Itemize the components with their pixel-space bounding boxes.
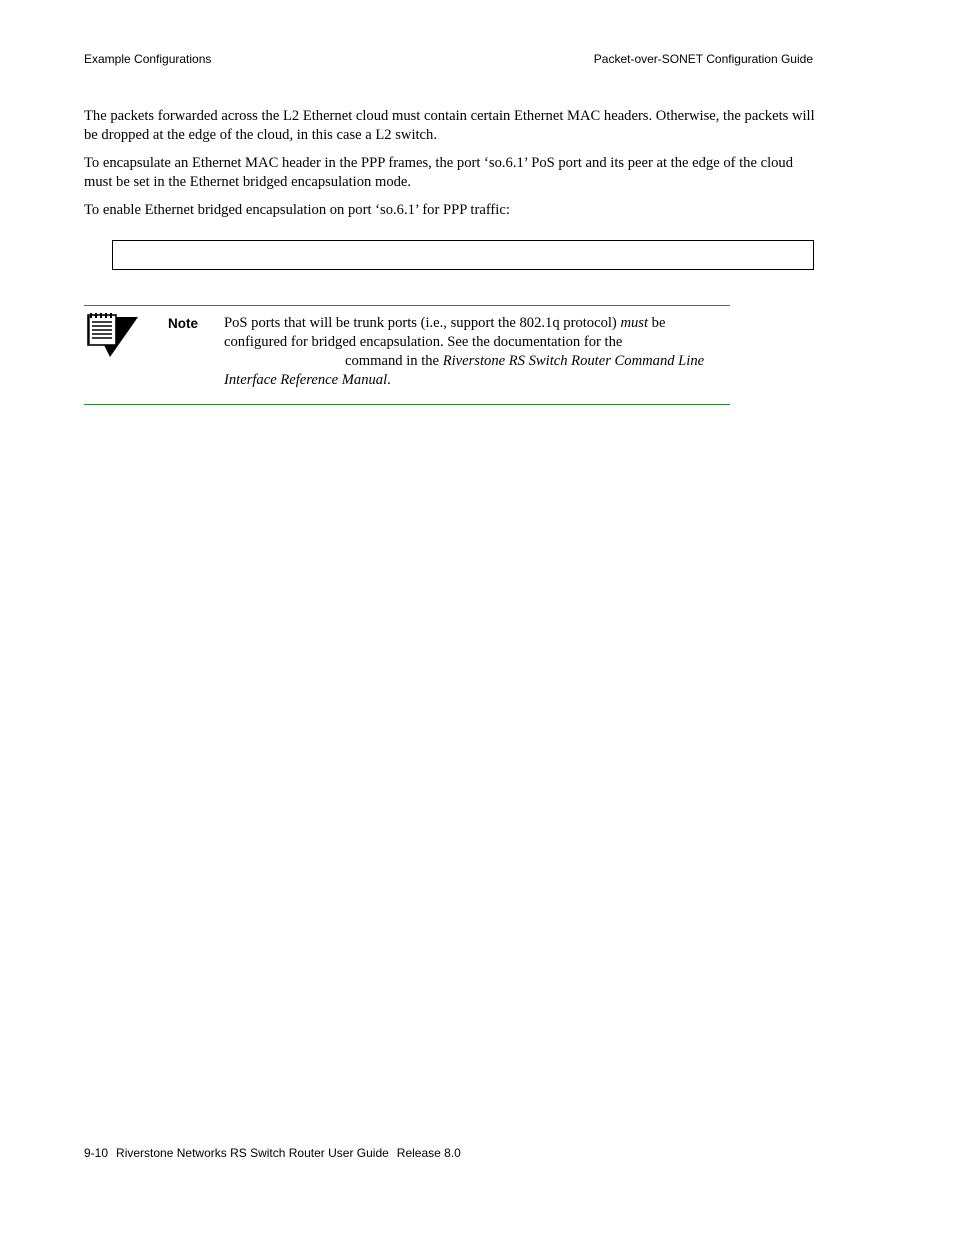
note-line-3: command in the Riverstone RS Switch Router Command Line (345, 353, 705, 369)
paragraph-encapsulate: To encapsulate an Ethernet MAC header in the PPP frames, the port ‘so.6.1’ PoS port and its peer at the edge of the cloud must be set in the Ethernet bridged encapsulation mode. (84, 155, 794, 190)
footer (84, 1146, 461, 1160)
footer-guide-title: Riverstone Networks RS Switch Router User Guide (116, 1146, 389, 1160)
note-bottom-rule (84, 404, 730, 405)
note-top-rule (84, 305, 730, 306)
reference-manual-title: Interface Reference Manual (224, 372, 388, 388)
footer-page-number: 9-10 (84, 1146, 109, 1160)
note-line-2: configured for bridged encapsulation. See the documentation for the (224, 334, 623, 350)
command-example-box (112, 240, 814, 270)
header-section-title: Example Configurations (84, 52, 212, 66)
note-text (224, 314, 730, 390)
paragraph-mac-headers: The packets forwarded across the L2 Ethernet cloud must contain certain Ethernet MAC headers. Otherwise, the packets will be dropped at the edge of the cloud, in this case a L2 switch. (84, 108, 815, 143)
note-line-4: Interface Reference Manual. (224, 372, 391, 388)
header-guide-title: Packet-over-SONET Configuration Guide (593, 52, 813, 66)
paragraph-enable-bridged: To enable Ethernet bridged encapsulation on port ‘so.6.1’ for PPP traffic: (84, 202, 510, 218)
note-line-1: PoS ports that will be trunk ports (i.e., support the 802.1q protocol) must be (224, 315, 666, 331)
note-notepad-icon (86, 313, 142, 359)
footer-release: Release 8.0 (396, 1146, 461, 1160)
note-label: Note (168, 316, 198, 331)
